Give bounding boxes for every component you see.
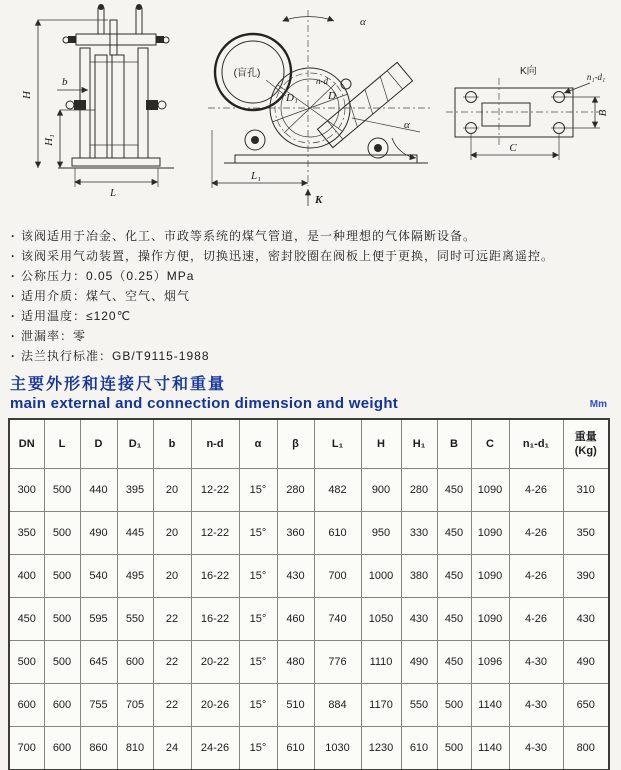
table-cell: 600: [117, 641, 153, 684]
table-cell: 1050: [361, 598, 401, 641]
table-cell: 4-26: [509, 598, 563, 641]
table-cell: 550: [401, 684, 437, 727]
table-cell: 15°: [239, 555, 277, 598]
table-cell: 1096: [471, 641, 509, 684]
table-row: [9, 512, 609, 555]
dim-label-l1: L₁: [251, 170, 261, 182]
feature-item: · 公称压力：0.05（0.25）MPa: [11, 266, 615, 286]
table-cell: 610: [314, 512, 361, 555]
col-header-1: L: [44, 419, 80, 469]
table-cell: 645: [80, 641, 117, 684]
table-cell: 22: [153, 598, 191, 641]
table-row: [9, 684, 609, 727]
table-cell: 12-22: [191, 469, 239, 512]
table-cell: 1170: [361, 684, 401, 727]
table-cell: 15°: [239, 684, 277, 727]
table-cell: 495: [117, 555, 153, 598]
table-cell: 740: [314, 598, 361, 641]
table-cell: 400: [9, 555, 44, 598]
table-cell: 490: [401, 641, 437, 684]
feature-item: · 适用介质：煤气、空气、烟气: [11, 286, 615, 306]
technical-drawing: [0, 0, 621, 222]
table-cell: 700: [314, 555, 361, 598]
angle-label-alpha-top: α: [360, 16, 366, 28]
table-cell: 24: [153, 727, 191, 770]
table-cell: 300: [9, 469, 44, 512]
table-cell: 450: [9, 598, 44, 641]
dimension-table: [8, 418, 610, 770]
table-cell: 350: [563, 512, 609, 555]
table-cell: 20: [153, 469, 191, 512]
table-cell: 15°: [239, 727, 277, 770]
feature-item: · 泄漏率：零: [11, 326, 615, 346]
col-header-2: D: [80, 419, 117, 469]
section-title-zh: 主要外形和连接尺寸和重量: [10, 376, 227, 393]
table-cell: 4-26: [509, 512, 563, 555]
table-cell: 500: [44, 555, 80, 598]
table-cell: 1090: [471, 469, 509, 512]
k-view: [446, 64, 609, 160]
bolt-spec-label: n-d: [316, 76, 328, 86]
table-cell: 4-30: [509, 727, 563, 770]
table-cell: 755: [80, 684, 117, 727]
col-header-7: β: [277, 419, 314, 469]
front-view: [21, 4, 174, 199]
table-cell: 360: [277, 512, 314, 555]
table-cell: 280: [401, 469, 437, 512]
table-cell: 600: [44, 684, 80, 727]
table-row: [9, 598, 609, 641]
table-cell: 950: [361, 512, 401, 555]
table-cell: 500: [44, 469, 80, 512]
dim-label-l: L: [109, 187, 117, 199]
table-cell: 500: [9, 641, 44, 684]
table-cell: 1230: [361, 727, 401, 770]
table-cell: 705: [117, 684, 153, 727]
table-cell: 395: [117, 469, 153, 512]
table-cell: 650: [563, 684, 609, 727]
unit-label: Mm: [589, 399, 607, 410]
col-header-10: H₁: [401, 419, 437, 469]
table-row: [9, 727, 609, 770]
table-cell: 20: [153, 512, 191, 555]
table-cell: 810: [117, 727, 153, 770]
table-cell: 500: [437, 684, 471, 727]
table-cell: 900: [361, 469, 401, 512]
table-cell: 610: [277, 727, 314, 770]
col-header-5: n-d: [191, 419, 239, 469]
col-header-12: C: [471, 419, 509, 469]
table-cell: 1140: [471, 727, 509, 770]
col-header-weight: 重量 (Kg): [563, 419, 609, 469]
table-cell: 4-30: [509, 684, 563, 727]
table-cell: 20-22: [191, 641, 239, 684]
table-cell: 4-26: [509, 469, 563, 512]
dim-label-d1: D₁: [286, 92, 298, 104]
table-cell: 450: [437, 641, 471, 684]
table-cell: 460: [277, 598, 314, 641]
table-cell: 482: [314, 469, 361, 512]
table-cell: 1090: [471, 598, 509, 641]
table-cell: 20-26: [191, 684, 239, 727]
view-arrow-label-k: K: [315, 194, 323, 206]
table-cell: 1090: [471, 512, 509, 555]
col-header-11: B: [437, 419, 471, 469]
table-cell: 595: [80, 598, 117, 641]
angle-label-alpha-side: α: [404, 119, 410, 131]
feature-item: · 法兰执行标准：GB/T9115-1988: [11, 346, 615, 366]
table-cell: 330: [401, 512, 437, 555]
table-cell: 16-22: [191, 555, 239, 598]
bolt-spec-label-n1d1: n₁-d₁: [586, 72, 606, 82]
table-cell: 1000: [361, 555, 401, 598]
table-cell: 884: [314, 684, 361, 727]
table-cell: 430: [401, 598, 437, 641]
table-cell: 15°: [239, 641, 277, 684]
table-cell: 550: [117, 598, 153, 641]
dim-label-b2: B: [597, 109, 609, 117]
dim-label-h1: H₁: [43, 134, 55, 146]
table-cell: 15°: [239, 598, 277, 641]
table-cell: 776: [314, 641, 361, 684]
table-cell: 24-26: [191, 727, 239, 770]
table-cell: 700: [9, 727, 44, 770]
col-header-6: α: [239, 419, 277, 469]
dim-label-d: D: [328, 90, 336, 102]
blind-hole-label: (盲孔): [233, 68, 261, 79]
table-cell: 20: [153, 555, 191, 598]
table-cell: 1140: [471, 684, 509, 727]
col-header-8: L₁: [314, 419, 361, 469]
table-cell: 390: [563, 555, 609, 598]
table-cell: 4-26: [509, 555, 563, 598]
table-cell: 450: [437, 469, 471, 512]
table-cell: 500: [44, 598, 80, 641]
table-cell: 490: [563, 641, 609, 684]
table-cell: 15°: [239, 469, 277, 512]
table-cell: 450: [437, 555, 471, 598]
table-cell: 1090: [471, 555, 509, 598]
table-row: [9, 469, 609, 512]
table-cell: 440: [80, 469, 117, 512]
table-cell: 15°: [239, 512, 277, 555]
table-row: [9, 555, 609, 598]
section-title: [10, 375, 621, 413]
table-cell: 510: [277, 684, 314, 727]
col-header-13: n₁-d₁: [509, 419, 563, 469]
col-header-9: H: [361, 419, 401, 469]
table-cell: 280: [277, 469, 314, 512]
table-cell: 1030: [314, 727, 361, 770]
table-cell: 600: [44, 727, 80, 770]
table-cell: 12-22: [191, 512, 239, 555]
feature-list: [0, 226, 621, 366]
table-body: [9, 469, 609, 770]
table-cell: 380: [401, 555, 437, 598]
col-header-4: b: [153, 419, 191, 469]
table-cell: 490: [80, 512, 117, 555]
k-view-title: K向: [520, 66, 537, 77]
table-cell: 450: [437, 598, 471, 641]
table-cell: 4-30: [509, 641, 563, 684]
table-row: [9, 641, 609, 684]
table-cell: 1110: [361, 641, 401, 684]
table-cell: 430: [277, 555, 314, 598]
table-cell: 22: [153, 641, 191, 684]
table-cell: 480: [277, 641, 314, 684]
table-cell: 610: [401, 727, 437, 770]
table-cell: 430: [563, 598, 609, 641]
dim-label-h: H: [21, 91, 33, 99]
table-cell: 800: [563, 727, 609, 770]
table-header-row: [9, 419, 609, 469]
table-cell: 500: [437, 727, 471, 770]
feature-item: · 该阀适用于冶金、化工、市政等系统的煤气管道，是一种理想的气体隔断设备。: [11, 226, 615, 246]
table-cell: 600: [9, 684, 44, 727]
side-view: [208, 10, 432, 206]
col-header-0: DN: [9, 419, 44, 469]
table-cell: 500: [44, 512, 80, 555]
table-cell: 500: [44, 641, 80, 684]
table-cell: 445: [117, 512, 153, 555]
table-cell: 350: [9, 512, 44, 555]
table-cell: 450: [437, 512, 471, 555]
table-cell: 540: [80, 555, 117, 598]
dim-label-c: C: [509, 142, 517, 154]
col-header-3: D₁: [117, 419, 153, 469]
feature-item: · 适用温度：≤120℃: [11, 306, 615, 326]
table-cell: 22: [153, 684, 191, 727]
table-cell: 860: [80, 727, 117, 770]
dim-label-b: b: [62, 76, 68, 88]
section-title-en: main external and connection dimension and weight: [10, 395, 399, 412]
table-cell: 310: [563, 469, 609, 512]
feature-item: · 该阀采用气动装置，操作方便，切换迅速，密封胶圈在阀板上便于更换，同时可远距离遥控。: [11, 246, 615, 266]
table-cell: 16-22: [191, 598, 239, 641]
